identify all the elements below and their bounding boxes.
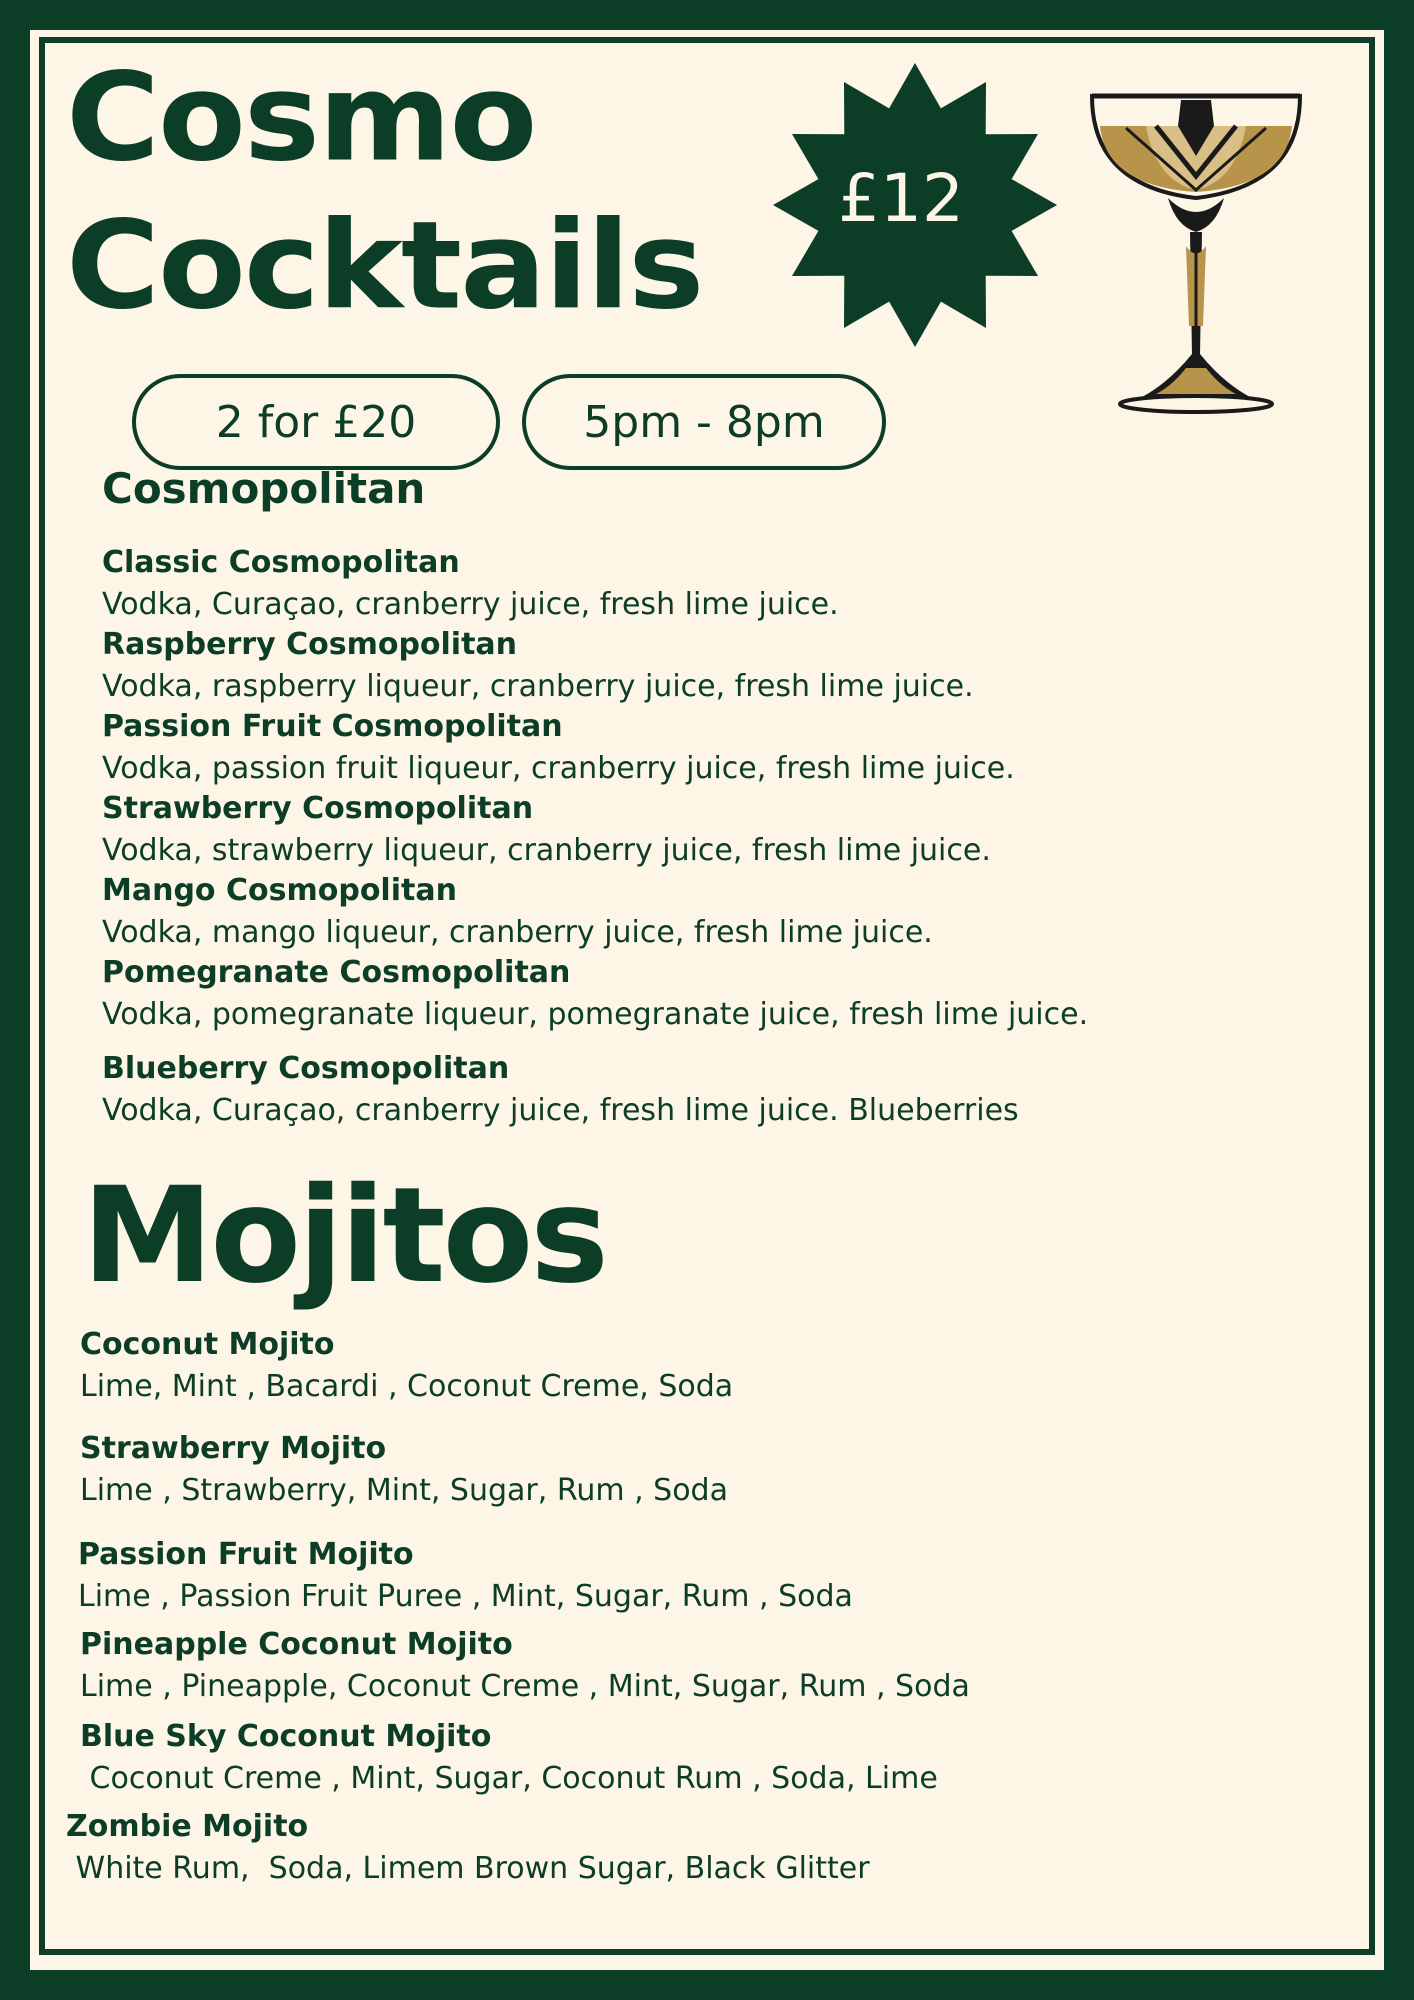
cosmo-item-name: Strawberry Cosmopolitan (102, 791, 534, 826)
mojito-item-name: Zombie Mojito (66, 1809, 309, 1844)
cosmo-item-desc: Vodka, raspberry liqueur, cranberry juice, fresh lime juice. (102, 669, 974, 704)
cosmo-item-desc: Vodka, strawberry liqueur, cranberry juice, fresh lime juice. (102, 833, 991, 868)
mojito-item-desc: Lime , Pineapple, Coconut Creme , Mint, Sugar, Rum , Soda (80, 1669, 970, 1704)
mojitos-heading: Mojitos (82, 1159, 606, 1313)
cosmo-item-name: Raspberry Cosmopolitan (102, 627, 518, 662)
cosmo-item-name: Pomegranate Cosmopolitan (102, 955, 571, 990)
cosmo-item-desc: Vodka, mango liqueur, cranberry juice, fresh lime juice. (102, 915, 933, 950)
mojito-item-desc: Lime , Strawberry, Mint, Sugar, Rum , Soda (80, 1473, 728, 1508)
mojito-item-desc: Lime , Passion Fruit Puree , Mint, Sugar, Rum , Soda (78, 1579, 853, 1614)
mojito-item-desc: White Rum, Soda, Limem Brown Sugar, Black Glitter (66, 1851, 870, 1886)
cosmo-item-desc: Vodka, Curaçao, cranberry juice, fresh lime juice. (102, 587, 839, 622)
cosmo-item-name: Blueberry Cosmopolitan (102, 1051, 510, 1086)
title-line-2: Cocktails (66, 195, 703, 338)
mojito-item-name: Blue Sky Coconut Mojito (80, 1719, 492, 1754)
cosmopolitan-heading: Cosmopolitan (102, 464, 426, 513)
mojito-item-name: Strawberry Mojito (80, 1431, 387, 1466)
cosmo-item-name: Mango Cosmopolitan (102, 873, 457, 908)
cosmo-item-desc: Vodka, Curaçao, cranberry juice, fresh lime juice. Blueberries (102, 1093, 1019, 1128)
cosmo-item-name: Classic Cosmopolitan (102, 545, 460, 580)
cosmo-item-desc: Vodka, passion fruit liqueur, cranberry juice, fresh lime juice. (102, 751, 1015, 786)
cosmo-item-name: Passion Fruit Cosmopolitan (102, 709, 563, 744)
mojito-item-desc: Coconut Creme , Mint, Sugar, Coconut Rum , Soda, Lime (80, 1761, 938, 1796)
offer-pill (132, 374, 500, 470)
offer-label: 2 for £20 (215, 396, 417, 448)
mojito-item-name: Pineapple Coconut Mojito (80, 1627, 513, 1662)
coupe-glass-icon (1086, 86, 1306, 416)
mojito-item-name: Coconut Mojito (80, 1327, 335, 1362)
hours-label: 5pm - 8pm (583, 396, 825, 448)
price-label: £12 (838, 160, 964, 237)
mojito-item-name: Passion Fruit Mojito (78, 1537, 414, 1572)
cosmo-item-desc: Vodka, pomegranate liqueur, pomegranate juice, fresh lime juice. (102, 997, 1089, 1032)
hours-pill (522, 374, 886, 470)
title-line-1: Cosmo (66, 47, 536, 190)
mojito-item-desc: Lime, Mint , Bacardi , Coconut Creme, Soda (80, 1369, 734, 1404)
